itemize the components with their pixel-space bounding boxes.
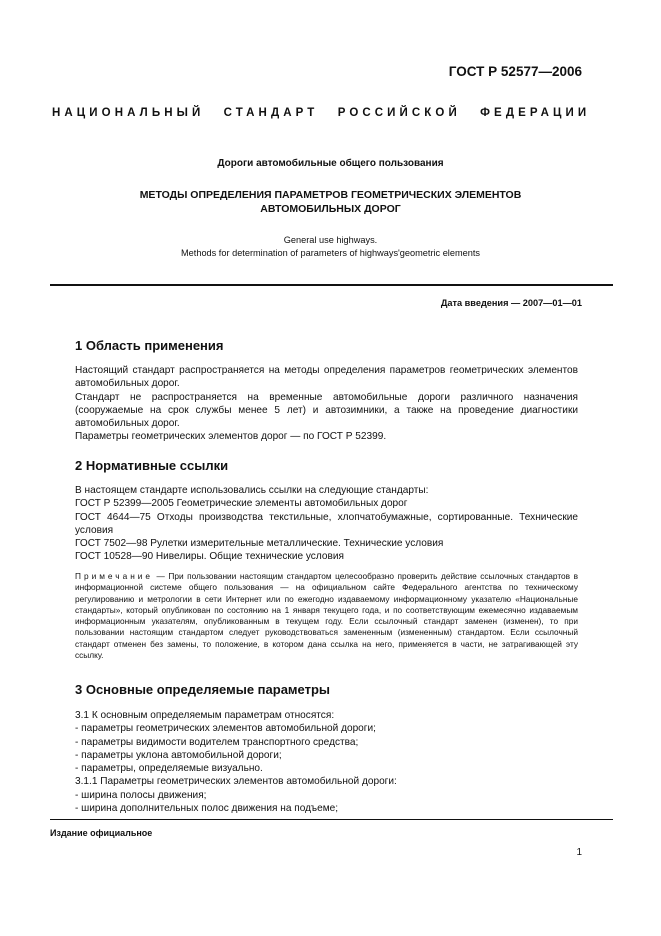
section3-line: 3.1 К основным определяемым параметрам относятся:: [75, 710, 335, 721]
page-number: 1: [576, 847, 582, 858]
section3-line: - параметры видимости водителем транспортного средства;: [75, 736, 359, 748]
reference-1: ГОСТ Р 52399—2005 Геометрические элементы автомобильных дорог: [75, 498, 408, 510]
national-standard-banner: НАЦИОНАЛЬНЫЙ СТАНДАРТ РОССИЙСКОЙ ФЕДЕРАЦИИ: [52, 107, 591, 119]
section3-line: 3.1.1 Параметры геометрических элементов автомобильной дороги:: [75, 776, 397, 788]
section3-list: [75, 709, 578, 815]
document-title-english: [0, 234, 661, 260]
section1-paragraph3: Параметры геометрических элементов дорог — по ГОСТ Р 52399.: [75, 431, 387, 443]
title-main-line2: АВТОМОБИЛЬНЫХ ДОРОГ: [260, 203, 401, 215]
section3-heading: 3 Основные определяемые параметры: [75, 682, 331, 697]
section3-line: - параметры, определяемые визуально.: [75, 763, 263, 775]
section2-intro: В настоящем стандарте использовались ссылки на следующие стандарты:: [75, 485, 429, 496]
section2-body: [75, 484, 578, 564]
section2-heading: 2 Нормативные ссылки: [75, 458, 229, 473]
note-text: — При пользовании настоящим стандартом целесообразно проверить действие ссылочных стандартов в информационной системе общего пользования — на официальном сайте Федерального агентства по техническому регулированию и метрологии в сети Интернет или по ежегодно издаваемому информационному указателю «Национальные стандарты», который опубликован по состоянию на 1 января текущего года, и по соответствующим ежемесячно издаваемым информационным указателям, опубликованным в текущем году. Если ссылочный стандарт заменен (изменен), то при пользовании настоящим стандартом следует руководствоваться замененным (измененным) стандартом. Если ссылочный стандарт отменен без замены, то положение, в котором дана ссылка на него, применяется в части, не затрагивающей эту ссылку.: [75, 571, 578, 661]
introduction-date: Дата введения — 2007—01—01: [440, 298, 582, 308]
section3-line: - параметры геометрических элементов автомобильной дороги;: [75, 723, 376, 735]
note-label: Примечание: [75, 571, 154, 581]
reference-3: ГОСТ 7502—98 Рулетки измерительные металлические. Технические условия: [75, 538, 444, 550]
reference-2: ГОСТ 4644—75 Отходы производства текстильные, хлопчатобумажные, сортированные. Технические условия: [75, 511, 578, 536]
note-block: [75, 571, 578, 661]
section1-body: [75, 364, 578, 444]
title-main-line1: МЕТОДЫ ОПРЕДЕЛЕНИЯ ПАРАМЕТРОВ ГЕОМЕТРИЧЕСКИХ ЭЛЕМЕНТОВ: [139, 189, 522, 201]
title-en-line1: General use highways.: [283, 235, 378, 245]
document-code: ГОСТ Р 52577—2006: [448, 64, 582, 79]
section3-line: - параметры уклона автомобильной дороги;: [75, 749, 282, 761]
official-edition-label: Издание официальное: [50, 828, 153, 838]
title-divider: [50, 284, 613, 286]
document-title-small: Дороги автомобильные общего пользования: [217, 158, 444, 169]
section1-heading: 1 Область применения: [75, 338, 224, 353]
footer-divider: [50, 819, 613, 820]
document-title-main: [0, 188, 661, 216]
section3-line: - ширина дополнительных полос движения на подъеме;: [75, 803, 339, 815]
section1-paragraph2: Стандарт не распространяется на временные автомобильные дороги различного назначения (сооружаемые на срок службы менее 5 лет) и автозимники, а также на проведение диагностики автомобильных дорог.: [75, 391, 578, 430]
section3-line: - ширина полосы движения;: [75, 789, 207, 801]
reference-4: ГОСТ 10528—90 Нивелиры. Общие технические условия: [75, 551, 344, 563]
section1-paragraph1: Настоящий стандарт распространяется на методы определения параметров геометрических элементов автомобильных дорог.: [75, 365, 578, 390]
title-en-line2: Methods for determination of parameters of highways'geometric elements: [181, 248, 480, 258]
